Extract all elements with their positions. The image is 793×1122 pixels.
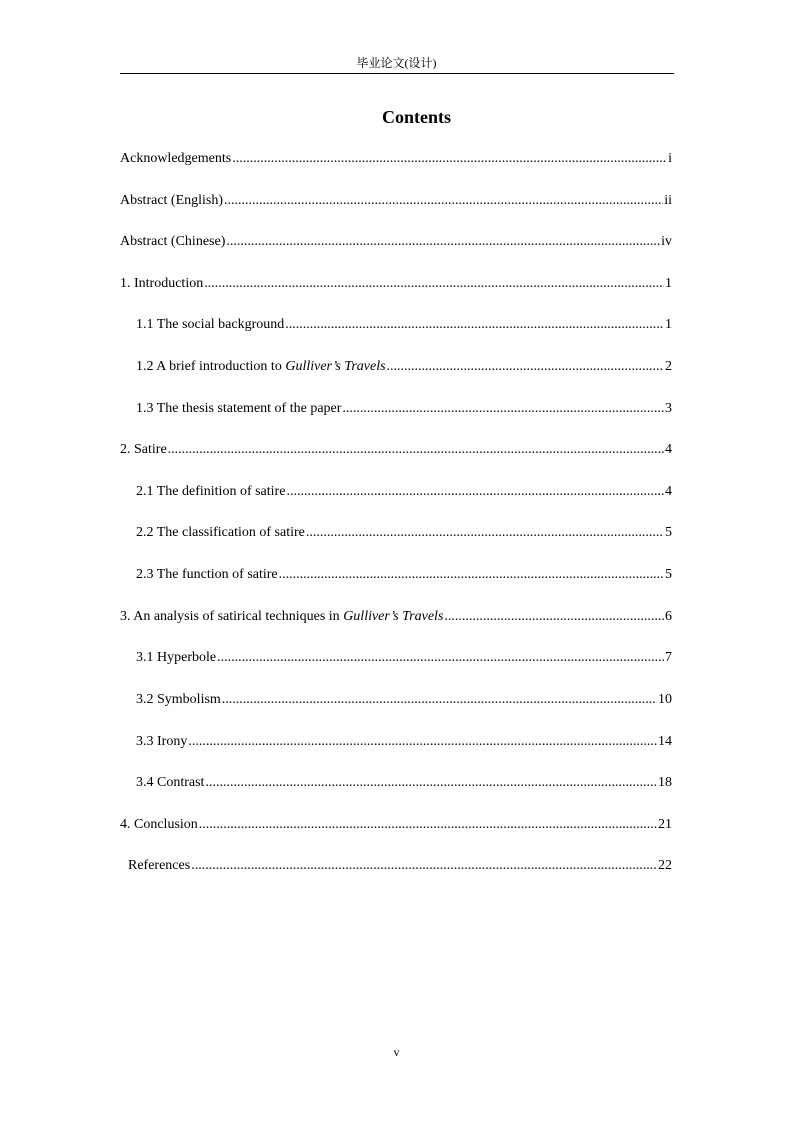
toc-entry-label: References [128,858,191,873]
dot-leader [444,607,664,627]
toc-entry-label: 4. Conclusion [120,817,198,832]
page-number: v [393,1045,400,1059]
toc-entry-hyperbole [136,648,672,668]
dot-leader [188,732,657,752]
toc-entry-page: 21 [658,817,672,832]
toc-entry-label: 2.3 The function of satire [136,567,278,582]
toc-entry-satirical-techniques [120,607,672,627]
dot-leader [222,690,657,710]
toc-entry-classification-of-satire [136,523,672,543]
dot-leader [191,856,657,876]
toc-entry-abstract-chinese [120,232,672,252]
dot-leader [342,399,664,419]
book-title: Gulliver’s Travels [343,609,444,624]
toc-entry-page: 4 [665,484,672,499]
toc-entry-page: 2 [665,359,672,374]
toc-entry-label-prefix: 1.2 A brief introduction to [136,359,286,374]
toc-entry-acknowledgements [120,149,672,169]
toc-entry-page: 6 [665,609,672,624]
toc-entry-references [128,856,672,876]
dot-leader [285,315,664,335]
toc-entry-page: 5 [665,525,672,540]
toc-entry-label: 2.1 The definition of satire [136,484,286,499]
toc-entry-page: 1 [665,317,672,332]
toc-entry-label-prefix: 3. An analysis of satirical techniques in [120,609,344,624]
toc-entry-label: 3.3 Irony [136,734,188,749]
dot-leader [168,440,664,460]
dot-leader [204,274,664,294]
toc-entry-page: 22 [658,858,672,873]
toc-entry-page: iv [661,234,672,249]
toc-entry-page: 7 [665,650,672,665]
toc-entry-symbolism [136,690,672,710]
toc-entry-definition-of-satire [136,482,672,502]
toc-entry-satire [120,440,672,460]
toc-entry-social-background [136,315,672,335]
dot-leader [279,565,664,585]
toc-entry-label: 3.4 Contrast [136,775,205,790]
running-header: 毕业论文(设计) [356,56,437,70]
toc-entry-label: Abstract (Chinese) [120,234,226,249]
dot-leader [232,149,667,169]
toc-entry-brief-introduction [136,357,672,377]
toc-entry-label: 1.1 The social background [136,317,285,332]
dot-leader [387,357,664,377]
toc-entry-label [120,607,443,627]
dot-leader [306,523,664,543]
toc-entry-label: Acknowledgements [120,151,232,166]
book-title: Gulliver’s Travels [285,359,386,374]
toc-entry-page: 14 [658,734,672,749]
toc-entry-irony [136,732,672,752]
toc-entry-label: 1. Introduction [120,276,204,291]
toc-entry-abstract-english [120,191,672,211]
toc-entry-page: 5 [665,567,672,582]
toc-entry-label: 3.2 Symbolism [136,692,221,707]
toc-entry-page: ii [664,193,672,208]
toc-entry-page: 10 [658,692,672,707]
toc-entry-label: Abstract (English) [120,193,224,208]
toc-entry-page: 1 [665,276,672,291]
toc-entry-page: 3 [665,401,672,416]
toc-entry-page: 18 [658,775,672,790]
page-title: Contents [381,107,451,127]
toc-entry-label: 2.2 The classification of satire [136,525,305,540]
toc-entry-label: 2. Satire [120,442,167,457]
toc-entry-label [136,357,386,377]
toc-entry-conclusion [120,815,672,835]
toc-entry-thesis-statement [136,399,672,419]
toc-entry-introduction [120,274,672,294]
dot-leader [217,648,664,668]
toc-entry-page: 4 [665,442,672,457]
dot-leader [286,482,664,502]
toc-entry-contrast [136,773,672,793]
dot-leader [224,191,663,211]
toc-entry-function-of-satire [136,565,672,585]
dot-leader [199,815,657,835]
toc-entry-page: i [668,151,672,166]
toc-entry-label: 1.3 The thesis statement of the paper [136,401,342,416]
dot-leader [205,773,657,793]
toc-entry-label: 3.1 Hyperbole [136,650,217,665]
dot-leader [226,232,660,252]
